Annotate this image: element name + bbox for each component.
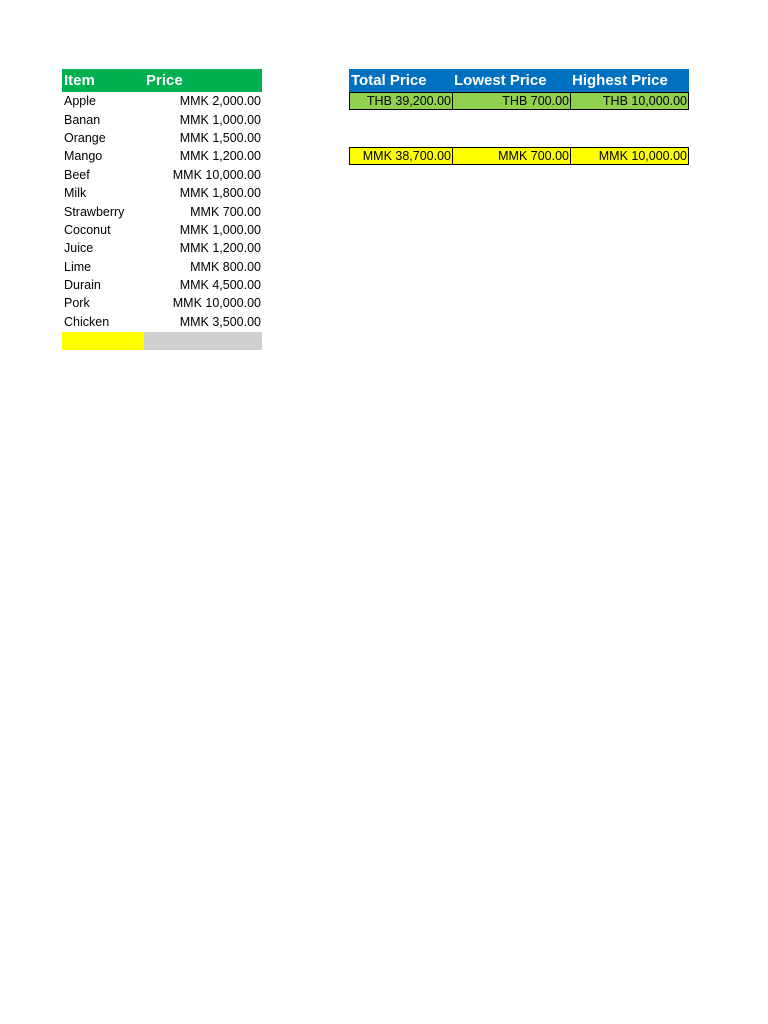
table-row [62,202,262,220]
thb-lowest-cell[interactable]: THB 700.00 [453,92,571,110]
table-row [62,276,262,294]
item-price-cell[interactable]: MMK 10,000.00 [172,167,261,182]
table-row [62,239,262,257]
table-row [62,258,262,276]
summary-table [349,69,689,165]
highest-price-header[interactable]: Highest Price [572,72,668,89]
table-row [62,147,262,165]
items-table-header [62,69,262,92]
item-name-cell[interactable]: Durain [64,278,101,293]
item-name-cell[interactable]: Beef [64,167,90,182]
item-name-cell[interactable]: Orange [64,130,106,145]
item-price-cell[interactable]: MMK 3,500.00 [179,314,261,329]
mmk-lowest-cell[interactable]: MMK 700.00 [453,147,571,165]
thb-total-cell[interactable]: THB 39,200.00 [349,92,453,110]
item-name-cell[interactable]: Juice [64,241,94,256]
table-row [62,110,262,128]
mmk-summary-row [349,147,689,165]
blank-item-input-cell[interactable] [62,332,144,350]
table-row [62,166,262,184]
item-price-cell[interactable]: MMK 4,500.00 [179,278,261,293]
price-column-header[interactable]: Price [146,72,183,89]
item-price-cell[interactable]: MMK 2,000.00 [179,94,261,109]
table-row [62,184,262,202]
thb-summary-row [349,92,689,110]
mmk-highest-cell[interactable]: MMK 10,000.00 [571,147,689,165]
table-row [62,313,262,331]
item-name-cell[interactable]: Apple [64,94,96,109]
item-price-cell[interactable]: MMK 1,000.00 [179,112,261,127]
thb-highest-cell[interactable]: THB 10,000.00 [571,92,689,110]
table-row [62,92,262,110]
item-price-cell[interactable]: MMK 700.00 [190,204,261,219]
item-price-cell[interactable]: MMK 10,000.00 [172,296,261,311]
input-row [62,332,262,350]
item-name-cell[interactable]: Milk [64,186,87,201]
mmk-total-cell[interactable]: MMK 38,700.00 [349,147,453,165]
item-price-cell[interactable]: MMK 1,500.00 [179,130,261,145]
table-row [62,294,262,312]
item-name-cell[interactable]: Coconut [64,222,111,237]
total-price-header[interactable]: Total Price [351,72,427,89]
summary-table-header [349,69,689,92]
table-row [62,129,262,147]
lowest-price-header[interactable]: Lowest Price [454,72,547,89]
item-price-cell[interactable]: MMK 800.00 [190,259,261,274]
item-name-cell[interactable]: Mango [64,149,103,164]
item-name-cell[interactable]: Pork [64,296,90,311]
item-price-cell[interactable]: MMK 1,200.00 [179,149,261,164]
items-table [62,69,262,350]
item-name-cell[interactable]: Chicken [64,314,110,329]
item-name-cell[interactable]: Lime [64,259,92,274]
item-name-cell[interactable]: Banan [64,112,101,127]
item-name-cell[interactable]: Strawberry [64,204,125,219]
item-price-cell[interactable]: MMK 1,000.00 [179,222,261,237]
blank-price-input-cell[interactable] [144,332,262,350]
item-column-header[interactable]: Item [64,72,95,89]
table-row [62,221,262,239]
item-price-cell[interactable]: MMK 1,200.00 [179,241,261,256]
item-price-cell[interactable]: MMK 1,800.00 [179,186,261,201]
